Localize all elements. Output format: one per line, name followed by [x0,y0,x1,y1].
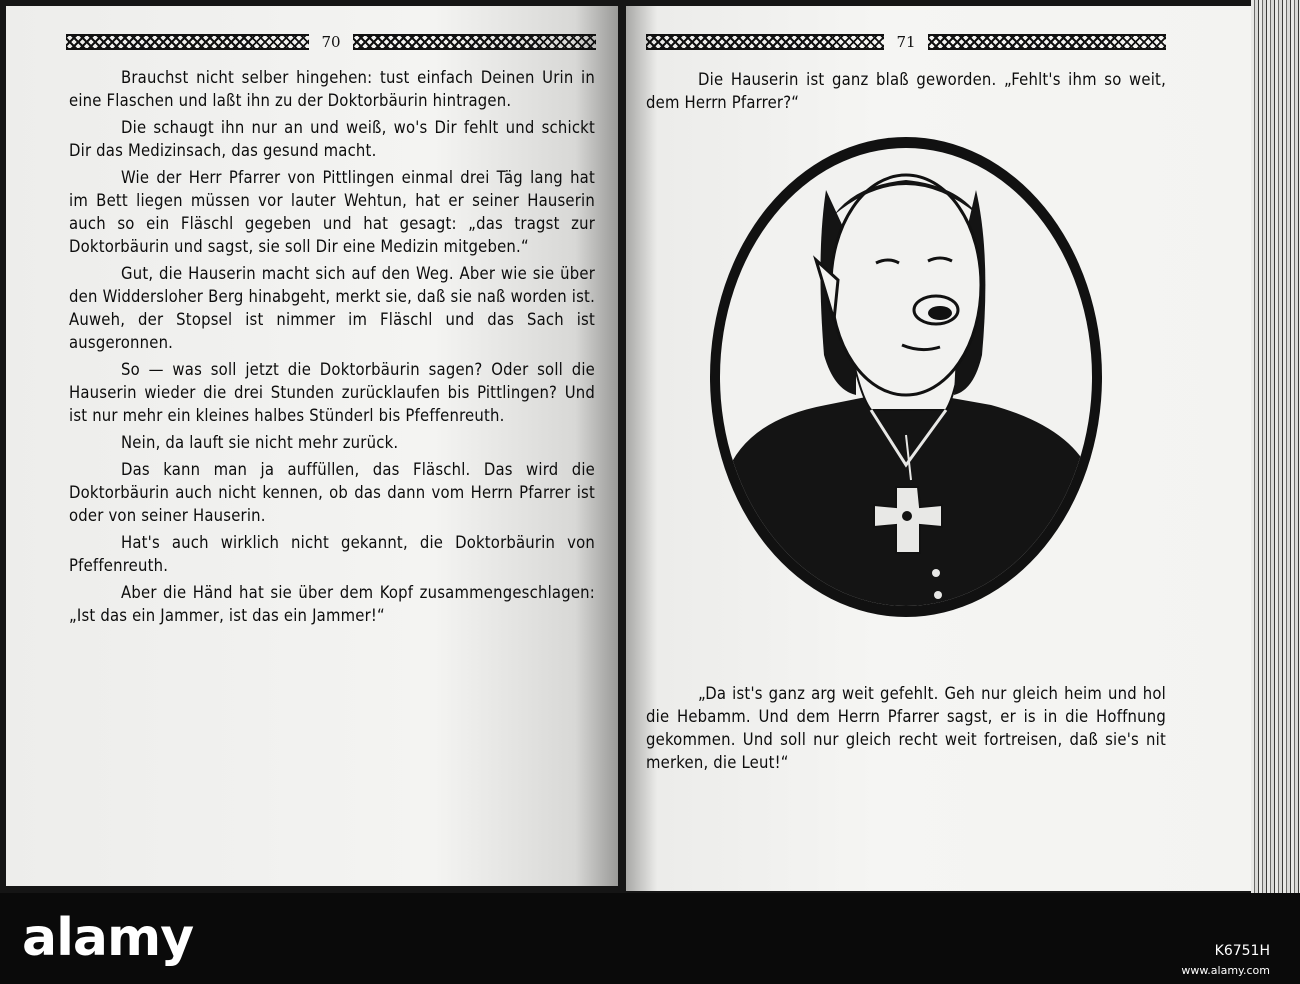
paragraph: Nein, da lauft sie nicht mehr zurück. [121,433,399,452]
page-edges [1251,0,1300,893]
paragraph: Aber die Händ hat sie über dem Kopf zusammengeschlagen: „Ist das ein Jammer, ist das ein Jammer!“ [69,583,595,625]
paragraph: „Da ist's ganz arg weit gefehlt. Geh nur gleich heim und hol die Hebamm. Und dem Herrn Pfarrer sagst, er is in die Hoffnung gekommen. Und soll nur gleich recht weit fortreisen, daß sie's nit merken, die Leut!“ [646,684,1166,772]
ornament-band [928,34,1166,50]
ornament-band [646,34,884,50]
paragraph: Die schaugt ihn nur an und weiß, wo's Dir fehlt und schickt Dir das Medizinsach, das gesund macht. [69,118,595,160]
right-page-text-top [646,68,1166,118]
watermark-url: www.alamy.com [1181,964,1270,977]
right-page-header [646,29,1166,55]
priest-portrait-svg [706,135,1106,635]
page-number: 71 [896,33,916,51]
alamy-logo: alamy [22,908,194,968]
paragraph: Das kann man ja auffüllen, das Fläschl. Das wird die Doktorbäurin auch nicht kennen, ob das dann vom Herrn Pfarrer ist oder von seiner Hauserin. [69,460,595,525]
ornament-band [353,34,596,50]
left-page-header [66,29,596,55]
paragraph: Gut, die Hauserin macht sich auf den Weg. Aber wie sie über den Widdersloher Berg hinabgeht, merkt sie, daß sie naß worden ist. Auweh, der Stopsel ist nimmer im Fläschl und das Sach ist ausgeronnen. [69,264,595,352]
image-id: K6751H [1214,943,1270,959]
paragraph: Die Hauserin ist ganz blaß geworden. „Fehlt's ihm so weit, dem Herrn Pfarrer?“ [646,70,1166,112]
right-page [626,6,1251,891]
left-page [6,6,618,886]
left-page-text [69,66,595,631]
paragraph: Wie der Herr Pfarrer von Pittlingen einmal drei Täg lang hat im Bett liegen müssen vor lauter Wehtun, hat er seiner Hauserin auch so ein Fläschl gegeben und hat gesagt: „das tragst zur Doktorbäurin und sagst, sie soll Dir eine Medizin mitgeben.“ [69,168,595,256]
watermark-bar [0,893,1300,984]
paragraph: Brauchst nicht selber hingehen: tust einfach Deinen Urin in eine Flaschen und laßt ihn zu der Doktorbäurin hintragen. [69,68,595,110]
page-number: 70 [321,33,341,51]
paragraph: Hat's auch wirklich nicht gekannt, die Doktorbäurin von Pfeffenreuth. [69,533,595,575]
paragraph: So — was soll jetzt die Doktorbäurin sagen? Oder soll die Hauserin wieder die drei Stunden zurücklaufen bis Pittlingen? Und ist nur mehr ein kleines halbes Stünderl bis Pfeffenreuth. [69,360,595,425]
priest-portrait-illustration [706,135,1106,635]
ornament-band [66,34,309,50]
right-page-text-bottom [646,682,1166,778]
